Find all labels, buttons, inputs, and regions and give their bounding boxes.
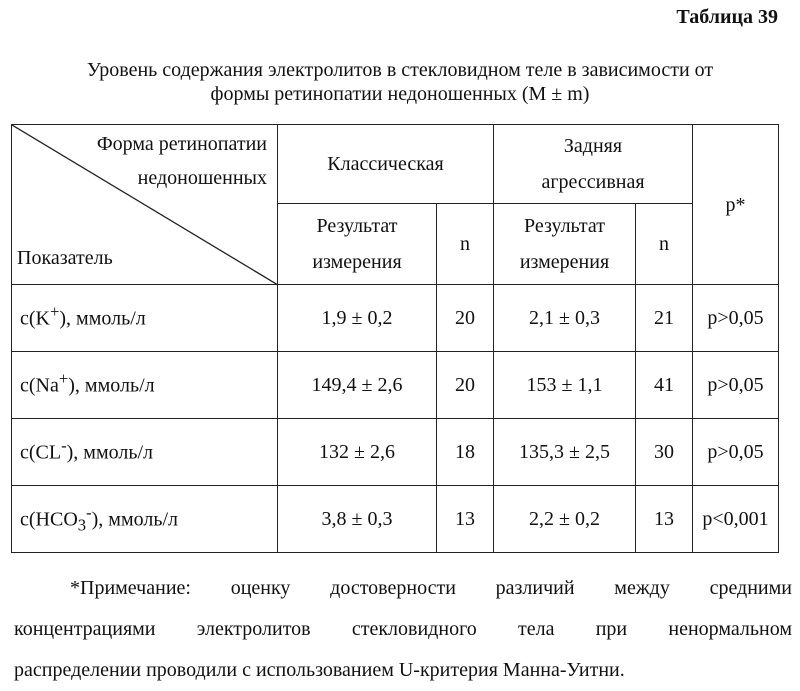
table-row [12,419,779,486]
indicator-header: Показатель [17,247,113,269]
classic-n: 20 [437,285,494,352]
classic-group-header: Классическая [278,125,494,204]
aggressive-result-header: Результат измерения [494,204,636,285]
aggressive-group-header: Задняя агрессивная [494,125,693,204]
aggressive-value: 2,2 ± 0,2 [494,486,636,553]
table-row [12,352,779,419]
classic-n: 18 [437,419,494,486]
row-label: c(K+), ммоль/л [12,285,278,352]
caption-line-1: Уровень содержания электролитов в стекловидном теле в зависимости от [86,59,714,81]
row-label: c(CL-), ммоль/л [12,419,278,486]
footnote [14,568,792,691]
row-label: c(Na+), ммоль/л [12,352,278,419]
note-line-2: концентрациями электролитов стекловидного тела при ненормальном [14,618,792,640]
aggressive-value: 153 ± 1,1 [494,352,636,419]
p-value: p>0,05 [693,419,779,486]
p-value-header: p* [693,125,779,285]
table-row [12,285,779,352]
classic-value: 132 ± 2,6 [278,419,437,486]
aggressive-n-header: n [636,204,693,285]
note-line-3: распределении проводили с использованием U-критерия Манна-Уитни. [14,659,625,681]
row-label: $c(HCO_3^-)$, ммоль/л [12,486,278,553]
table-caption [0,58,800,106]
electrolyte-table [11,124,779,553]
p-value: p>0,05 [693,352,779,419]
classic-n-header: n [437,204,494,285]
note-line-1: *Примечание: оценку достоверности различий между средними [70,577,792,599]
aggressive-n: 41 [636,352,693,419]
form-header: Форма ретинопатии недоношенных [96,133,267,189]
aggressive-value: 135,3 ± 2,5 [494,419,636,486]
classic-value: 3,8 ± 0,3 [278,486,437,553]
classic-n: 20 [437,352,494,419]
aggressive-n: 21 [636,285,693,352]
aggressive-value: 2,1 ± 0,3 [494,285,636,352]
aggressive-n: 30 [636,419,693,486]
caption-line-2: формы ретинопатии недоношенных (М ± m) [210,83,590,105]
classic-n: 13 [437,486,494,553]
classic-value: 149,4 ± 2,6 [278,352,437,419]
diagonal-header-cell [12,125,278,285]
classic-result-header: Результат измерения [278,204,437,285]
table-row [12,486,779,553]
p-value: p<0,001 [693,486,779,553]
p-value: p>0,05 [693,285,779,352]
classic-value: 1,9 ± 0,2 [278,285,437,352]
table-number: Таблица 39 [676,6,778,28]
aggressive-n: 13 [636,486,693,553]
